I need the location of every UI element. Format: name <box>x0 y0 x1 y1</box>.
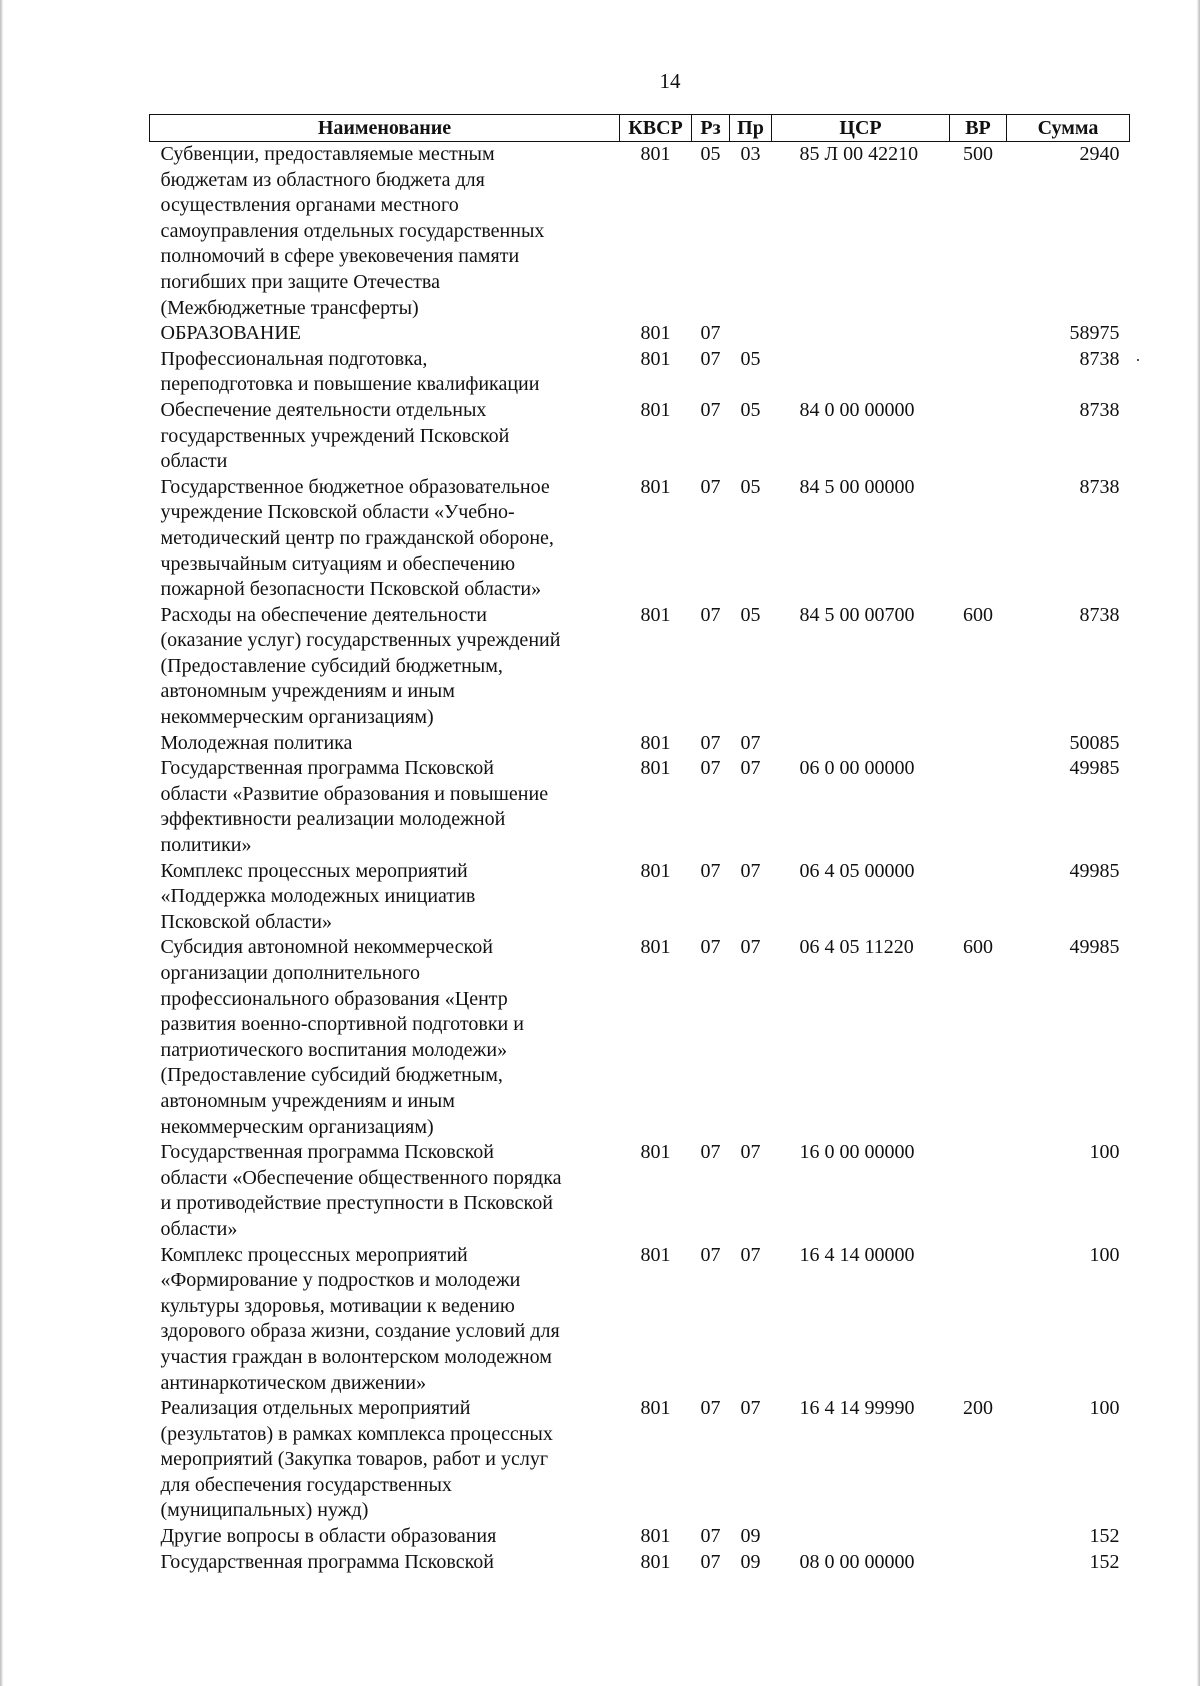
row-pr-cell: 07 <box>740 859 761 882</box>
row-rz-cell: 07 <box>700 1550 721 1573</box>
budget-table <box>149 114 1130 1575</box>
table-body <box>150 142 1130 1576</box>
row-name-line: Государственная программа Псковской <box>160 1141 494 1164</box>
row-name-line: Расходы на обеспечение деятельности <box>160 603 487 626</box>
row-vr-cell <box>950 398 1007 475</box>
row-sum-cell: 100 <box>1089 1141 1120 1164</box>
header-row <box>150 115 1130 142</box>
row-name-line: развития военно-спортивной подготовки и <box>160 1013 524 1036</box>
row-name-line: некоммерческим организациям) <box>160 1115 434 1138</box>
row-csr-cell: 08 0 00 00000 <box>799 1550 915 1573</box>
row-pr-cell: 07 <box>740 936 761 959</box>
row-name-cell <box>150 347 620 398</box>
row-sum-cell: 100 <box>1089 1243 1120 1266</box>
row-kvsr-cell: 801 <box>640 1397 671 1420</box>
row-rz-cell: 07 <box>700 1397 721 1420</box>
header-rz: Рз <box>692 115 730 142</box>
row-rz-cell: 07 <box>700 1525 721 1548</box>
row-csr-cell: 84 5 00 00000 <box>799 475 915 498</box>
row-csr-cell: 85 Л 00 42210 <box>799 143 919 165</box>
row-name-cell <box>150 1396 620 1524</box>
row-name-line: пожарной безопасности Псковской области» <box>160 578 542 601</box>
row-name-line: Другие вопросы в области образования <box>160 1525 497 1548</box>
row-name-line: области» <box>160 1217 238 1240</box>
row-name-line: (Предоставление субсидий бюджетным, <box>160 654 503 677</box>
row-name-line: области <box>160 450 228 473</box>
row-sum-cell: 49985 <box>1069 757 1120 780</box>
row-sum-cell: 152 <box>1089 1550 1120 1573</box>
row-csr-cell: 06 4 05 11220 <box>799 936 914 959</box>
row-vr-cell <box>950 347 1007 398</box>
row-name-line: Комплекс процессных мероприятий <box>160 859 468 882</box>
row-kvsr-cell: 801 <box>640 347 671 370</box>
row-kvsr-cell: 801 <box>640 1550 671 1573</box>
row-rz-cell: 07 <box>700 475 721 498</box>
row-sum-cell: 50085 <box>1069 731 1120 754</box>
row-name-line: автономным учреждениям и иным <box>160 1089 455 1112</box>
row-name-line: (Предоставление субсидий бюджетным, <box>160 1064 503 1087</box>
table-row <box>150 398 1130 475</box>
row-name-cell <box>150 731 620 757</box>
row-pr-cell: 05 <box>740 398 761 421</box>
row-name-cell <box>150 142 620 322</box>
scan-speck <box>1137 359 1139 361</box>
table-row <box>150 1243 1130 1397</box>
row-name-line: патриотического воспитания молодежи» <box>160 1038 508 1061</box>
row-vr-cell <box>950 1524 1007 1550</box>
row-name-line: бюджетам из областного бюджета для <box>160 168 485 191</box>
row-vr-cell: 600 <box>963 603 993 626</box>
row-sum-cell: 152 <box>1089 1525 1120 1548</box>
row-name-line: переподготовка и повышение квалификации <box>160 373 540 396</box>
row-sum-cell: 8738 <box>1079 347 1120 370</box>
row-name-cell <box>150 756 620 858</box>
row-pr-cell: 05 <box>740 347 761 370</box>
header-vr: ВР <box>950 115 1007 142</box>
row-name-line: антинаркотическом движении» <box>160 1371 427 1394</box>
row-name-line: области «Развитие образования и повышение <box>160 782 549 805</box>
row-sum-cell: 8738 <box>1079 398 1120 421</box>
row-vr-cell: 200 <box>963 1397 993 1420</box>
row-pr-cell: 05 <box>740 475 761 498</box>
row-pr-cell: 03 <box>740 143 761 165</box>
row-rz-cell: 07 <box>700 859 721 882</box>
row-csr-cell <box>772 1524 950 1550</box>
table-header <box>150 115 1130 142</box>
row-name-line: ОБРАЗОВАНИЕ <box>160 322 302 345</box>
row-kvsr-cell: 801 <box>640 859 671 882</box>
row-name-line: участия граждан в волонтерском молодежном <box>160 1345 552 1368</box>
row-sum-cell: 8738 <box>1079 603 1120 626</box>
row-sum-cell: 8738 <box>1079 475 1120 498</box>
table-row <box>150 756 1130 858</box>
row-kvsr-cell: 801 <box>640 1525 671 1548</box>
row-sum-cell: 100 <box>1089 1397 1120 1420</box>
row-name-line: (оказание услуг) государственных учреждений <box>160 629 561 652</box>
row-name-cell <box>150 859 620 936</box>
row-vr-cell <box>950 859 1007 936</box>
row-csr-cell: 06 0 00 00000 <box>799 757 915 780</box>
row-pr-cell: 07 <box>740 1141 761 1164</box>
row-csr-cell <box>772 347 950 398</box>
row-name-cell <box>150 935 620 1140</box>
table-row <box>150 321 1130 347</box>
row-pr-cell: 09 <box>740 1525 761 1548</box>
row-name-line: Профессиональная подготовка, <box>160 347 428 370</box>
table-row <box>150 1550 1130 1576</box>
row-name-line: автономным учреждениям и иным <box>160 680 455 703</box>
row-sum-cell: 2940 <box>1079 143 1120 165</box>
row-name-line: Молодежная политика <box>160 731 353 754</box>
row-name-cell <box>150 1243 620 1397</box>
row-csr-cell: 16 4 14 99990 <box>799 1397 915 1420</box>
row-name-line: Государственная программа Псковской <box>160 757 494 780</box>
row-kvsr-cell: 801 <box>640 731 671 754</box>
row-kvsr-cell: 801 <box>640 936 671 959</box>
row-csr-cell <box>772 731 950 757</box>
row-name-cell <box>150 321 620 347</box>
row-name-line: Псковской области» <box>160 910 332 933</box>
row-csr-cell: 16 4 14 00000 <box>799 1243 915 1266</box>
row-vr-cell: 600 <box>963 936 993 959</box>
row-pr-cell: 05 <box>740 603 761 626</box>
row-name-line: осуществления органами местного <box>160 194 459 217</box>
row-name-line: для обеспечения государственных <box>160 1473 452 1496</box>
row-name-line: (результатов) в рамках комплекса процессных <box>160 1422 553 1445</box>
row-name-line: полномочий в сфере увековечения памяти <box>160 245 520 268</box>
row-vr-cell <box>950 321 1007 347</box>
row-name-line: профессионального образования «Центр <box>160 987 508 1010</box>
row-name-line: (Межбюджетные трансферты) <box>160 296 419 319</box>
row-vr-cell <box>950 1140 1007 1242</box>
row-pr-cell: 07 <box>740 1243 761 1266</box>
row-name-line: Комплекс процессных мероприятий <box>160 1243 468 1266</box>
header-sum: Сумма <box>1007 115 1130 142</box>
table-row <box>150 935 1130 1140</box>
row-name-line: культуры здоровья, мотивации к ведению <box>160 1294 515 1317</box>
row-name-line: Обеспечение деятельности отдельных <box>160 398 487 421</box>
row-name-line: некоммерческим организациям) <box>160 706 434 729</box>
row-sum-cell: 49985 <box>1069 859 1120 882</box>
header-csr: ЦСР <box>772 115 950 142</box>
row-csr-cell: 84 5 00 00700 <box>799 603 915 626</box>
row-name-line: организации дополнительного <box>160 962 421 984</box>
table-row <box>150 1140 1130 1242</box>
table-row <box>150 475 1130 603</box>
row-name-line: здорового образа жизни, создание условий для <box>160 1320 560 1343</box>
row-name-line: государственных учреждений Псковской <box>160 424 510 447</box>
row-name-cell <box>150 1140 620 1242</box>
row-name-line: и противодействие преступности в Псковской <box>160 1192 553 1215</box>
table-row <box>150 142 1130 322</box>
row-kvsr-cell: 801 <box>640 757 671 780</box>
row-kvsr-cell: 801 <box>640 398 671 421</box>
row-csr-cell: 84 0 00 00000 <box>799 398 915 421</box>
row-name-line: погибших при защите Отечества <box>160 270 440 293</box>
row-name-line: Субвенции, предоставляемые местным <box>160 143 495 165</box>
row-rz-cell: 05 <box>700 143 721 165</box>
row-name-line: мероприятий (Закупка товаров, работ и услуг <box>160 1448 549 1471</box>
row-rz-cell: 07 <box>700 757 721 780</box>
row-name-line: самоуправления отдельных государственных <box>160 219 545 242</box>
row-rz-cell: 07 <box>700 603 721 626</box>
row-rz-cell: 07 <box>700 322 721 345</box>
table-row <box>150 859 1130 936</box>
header-pr: Пр <box>730 115 772 142</box>
row-name-cell <box>150 398 620 475</box>
row-rz-cell: 07 <box>700 1243 721 1266</box>
row-csr-cell <box>772 321 950 347</box>
row-pr-cell: 07 <box>740 757 761 780</box>
row-name-line: Реализация отдельных мероприятий <box>160 1397 471 1420</box>
row-rz-cell: 07 <box>700 731 721 754</box>
header-name: Наименование <box>150 115 620 142</box>
row-sum-cell: 49985 <box>1069 936 1120 959</box>
scan-edge-left <box>0 0 3 1686</box>
row-name-line: чрезвычайным ситуациям и обеспечению <box>160 552 516 575</box>
row-vr-cell <box>950 1243 1007 1397</box>
row-name-line: эффективности реализации молодежной <box>160 808 506 831</box>
page-number: 14 <box>659 69 681 93</box>
row-name-line: Государственная программа Псковской <box>160 1550 494 1573</box>
header-kvsr: КВСР <box>620 115 692 142</box>
row-kvsr-cell: 801 <box>640 143 671 165</box>
row-name-line: области «Обеспечение общественного порядка <box>160 1166 562 1189</box>
row-name-line: (муниципальных) нужд) <box>160 1499 369 1522</box>
row-vr-cell <box>950 756 1007 858</box>
row-kvsr-cell: 801 <box>640 603 671 626</box>
row-csr-cell: 06 4 05 00000 <box>799 859 915 882</box>
row-name-cell <box>150 475 620 603</box>
row-name-line: Государственное бюджетное образовательное <box>160 475 550 498</box>
row-vr-cell: 500 <box>963 143 993 165</box>
row-vr-cell <box>950 731 1007 757</box>
row-name-cell <box>150 603 620 731</box>
row-kvsr-cell: 801 <box>640 1141 671 1164</box>
row-pr-cell <box>730 321 772 347</box>
table-row <box>150 603 1130 731</box>
row-name-line: методический центр по гражданской обороне, <box>160 526 554 549</box>
row-pr-cell: 07 <box>740 731 761 754</box>
table-row <box>150 731 1130 757</box>
row-name-line: «Поддержка молодежных инициатив <box>160 885 476 908</box>
row-rz-cell: 07 <box>700 347 721 370</box>
row-name-line: Субсидия автономной некоммерческой <box>160 936 493 959</box>
row-kvsr-cell: 801 <box>640 322 671 345</box>
row-name-cell <box>150 1524 620 1550</box>
row-kvsr-cell: 801 <box>640 1243 671 1266</box>
row-rz-cell: 07 <box>700 398 721 421</box>
row-vr-cell <box>950 1550 1007 1576</box>
row-csr-cell: 16 0 00 00000 <box>799 1141 915 1164</box>
row-rz-cell: 07 <box>700 936 721 959</box>
table-row <box>150 1524 1130 1550</box>
row-name-line: «Формирование у подростков и молодежи <box>160 1269 521 1292</box>
row-sum-cell: 58975 <box>1069 322 1120 345</box>
row-pr-cell: 07 <box>740 1397 761 1420</box>
row-pr-cell: 09 <box>740 1550 761 1573</box>
row-name-line: политики» <box>160 834 252 857</box>
row-name-line: учреждение Псковской области «Учебно- <box>160 501 515 524</box>
table-row <box>150 347 1130 398</box>
row-kvsr-cell: 801 <box>640 475 671 498</box>
table-row <box>150 1396 1130 1524</box>
row-rz-cell: 07 <box>700 1141 721 1164</box>
row-name-cell <box>150 1550 620 1576</box>
row-vr-cell <box>950 475 1007 603</box>
